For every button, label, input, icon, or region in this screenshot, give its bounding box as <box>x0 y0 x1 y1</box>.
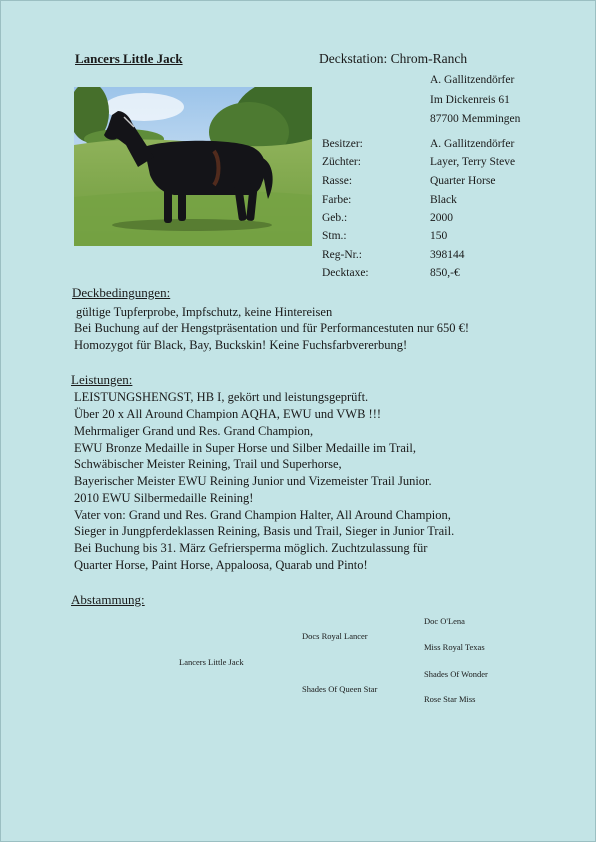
pedigree-horse: Lancers Little Jack <box>179 657 244 667</box>
fact-label-owner: Besitzer: <box>322 138 363 150</box>
achievement-line: Sieger in Jungpferdeklassen Reining, Basis und Trail, Sieger in Junior Trail. <box>74 524 455 538</box>
fact-value-reg-nr: 398144 <box>430 249 465 261</box>
horse-photo <box>74 87 312 246</box>
fact-label-reg-nr: Reg-Nr.: <box>322 249 362 261</box>
conditions-line: gültige Tupferprobe, Impfschutz, keine Hintereisen <box>76 305 333 319</box>
pedigree-dam: Shades Of Queen Star <box>302 684 378 694</box>
fact-label-color: Farbe: <box>322 194 352 206</box>
fact-value-owner: A. Gallitzendörfer <box>430 138 515 150</box>
fact-value-height: 150 <box>430 230 448 242</box>
pedigree-dam-dam: Rose Star Miss <box>424 694 476 704</box>
fact-label-breeder: Züchter: <box>322 156 361 168</box>
pedigree-sire-dam: Miss Royal Texas <box>424 642 485 652</box>
owner-city: 87700 Memmingen <box>430 113 521 125</box>
pedigree-sire: Docs Royal Lancer <box>302 631 368 641</box>
owner-street: Im Dickenreis 61 <box>430 94 510 106</box>
horse-name-title: Lancers Little Jack <box>75 51 183 66</box>
achievement-line: EWU Bronze Medaille in Super Horse und Silber Medaille im Trail, <box>74 441 416 455</box>
achievement-line: Quarter Horse, Paint Horse, Appaloosa, Quarab und Pinto! <box>74 558 368 572</box>
fact-value-fee: 850,-€ <box>430 267 460 279</box>
owner-name: A. Gallitzendörfer <box>430 74 515 86</box>
conditions-heading: Deckbedingungen: <box>72 285 171 300</box>
fact-value-breed: Quarter Horse <box>430 175 496 187</box>
achievement-line: LEISTUNGSHENGST, HB I, gekört und leistungsgeprüft. <box>74 390 369 404</box>
pedigree-dam-sire: Shades Of Wonder <box>424 669 488 679</box>
fact-label-breed: Rasse: <box>322 175 353 187</box>
conditions-line: Bei Buchung auf der Hengstpräsentation und für Performancestuten nur 650 €! <box>74 321 470 335</box>
fact-label-born: Geb.: <box>322 212 348 224</box>
achievement-line: Bayerischer Meister EWU Reining Junior und Vizemeister Trail Junior. <box>74 474 432 488</box>
achievement-line: Über 20 x All Around Champion AQHA, EWU und VWB !!! <box>74 407 382 421</box>
fact-label-height: Stm.: <box>322 230 347 242</box>
achievements-heading: Leistungen: <box>71 372 133 387</box>
achievement-line: Bei Buchung bis 31. März Gefriersperma möglich. Zuchtzulassung für <box>74 541 428 555</box>
pedigree-heading: Abstammung: <box>71 592 145 607</box>
pedigree-sire-sire: Doc O'Lena <box>424 616 465 626</box>
achievement-line: Mehrmaliger Grand und Res. Grand Champion, <box>74 424 314 438</box>
fact-value-breeder: Layer, Terry Steve <box>430 156 516 168</box>
conditions-line: Homozygot für Black, Bay, Buckskin! Keine Fuchsfarbvererbung! <box>74 338 408 352</box>
fact-label-fee: Decktaxe: <box>322 267 369 279</box>
fact-value-color: Black <box>430 194 457 206</box>
achievement-line: 2010 EWU Silbermedaille Reining! <box>74 491 254 505</box>
achievement-line: Schwäbischer Meister Reining, Trail und Superhorse, <box>74 457 342 471</box>
fact-value-born: 2000 <box>430 212 453 224</box>
achievement-line: Vater von: Grand und Res. Grand Champion Halter, All Around Champion, <box>74 508 451 522</box>
station-name: Deckstation: Chrom-Ranch <box>319 51 468 66</box>
